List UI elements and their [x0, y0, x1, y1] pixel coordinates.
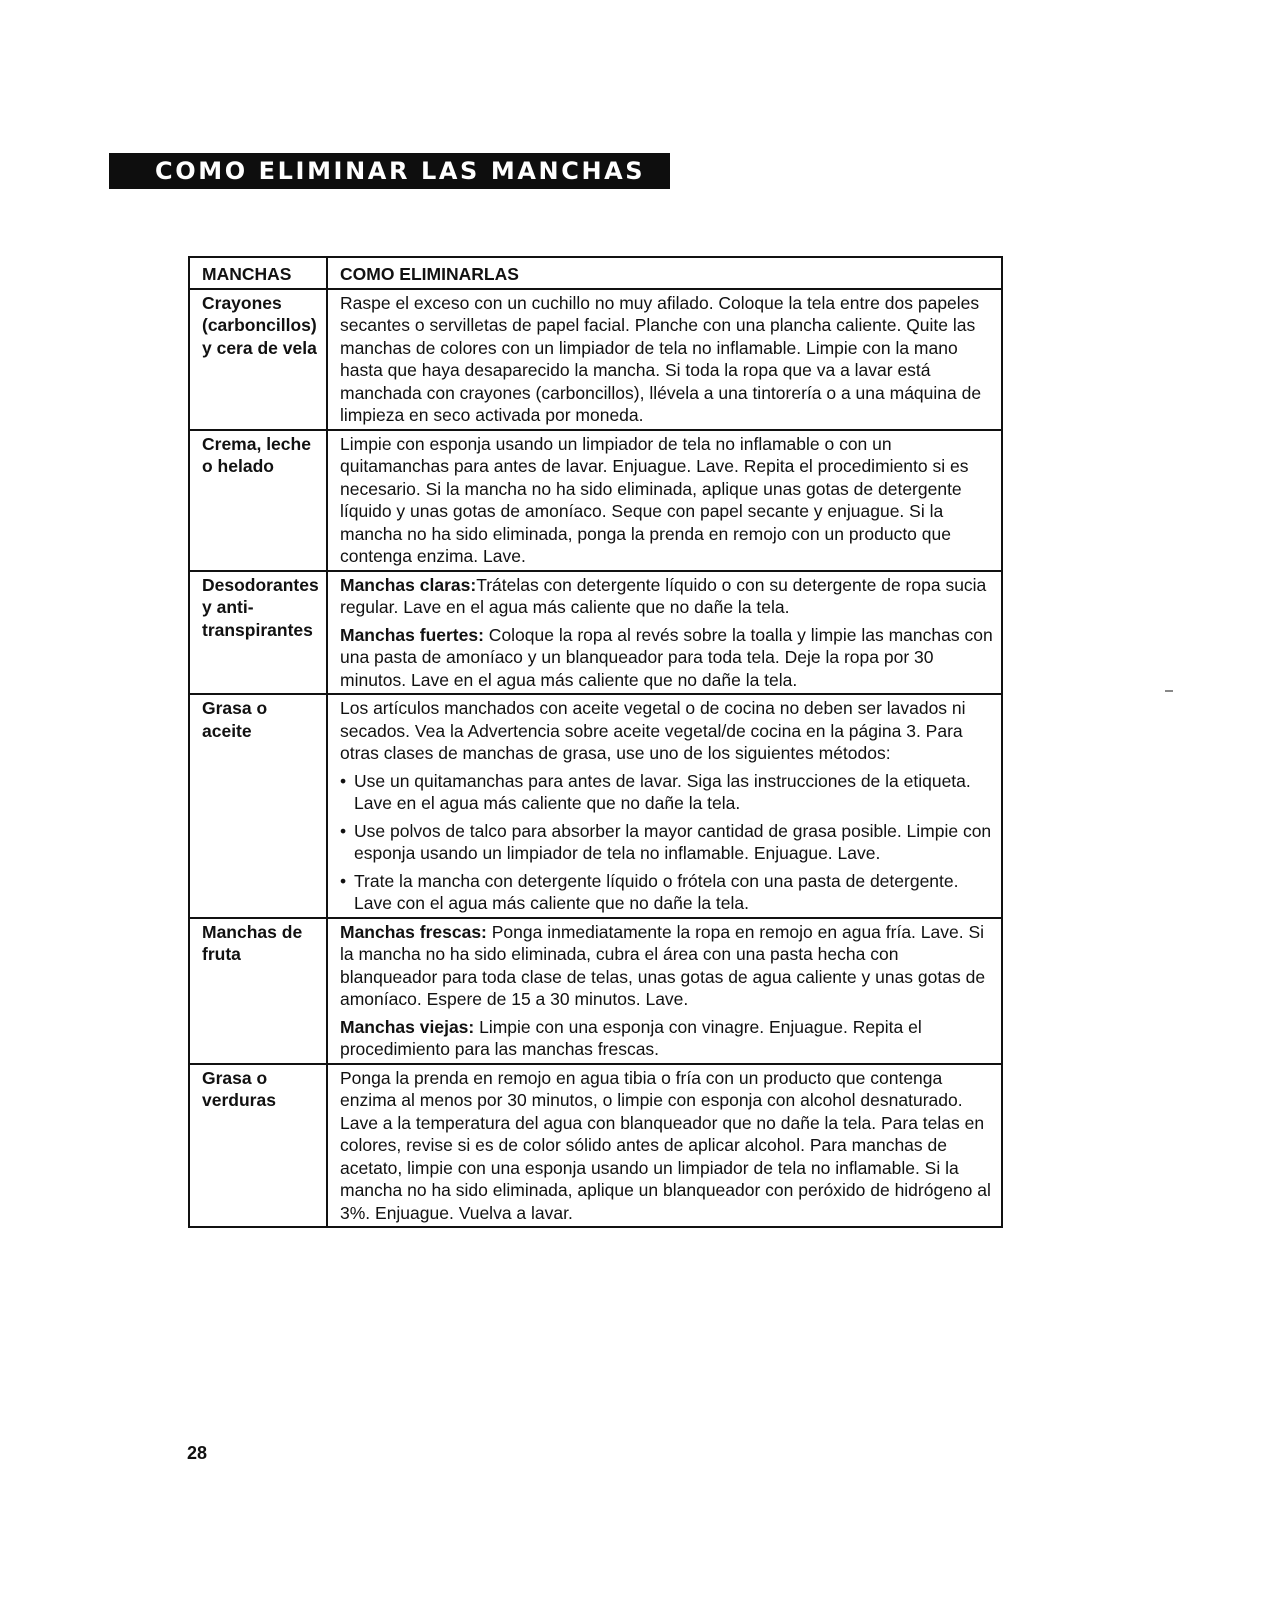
column-header-stains: MANCHAS [189, 257, 327, 289]
stain-removal-table [188, 256, 1003, 1228]
list-item: • Use un quitamanchas para antes de lavar. Siga las instrucciones de la etiqueta. Lave en el agua más caliente que no dañe la tela. [340, 770, 993, 815]
stain-name-deodorants: Desodorantes y anti-transpirantes [189, 571, 327, 695]
method-list [340, 770, 993, 915]
table-row [189, 289, 1002, 430]
page-title: COMO ELIMINAR LAS MANCHAS [155, 157, 646, 185]
stain-name-grease-oil: Grasa o aceite [189, 694, 327, 918]
table-row [189, 571, 1002, 695]
instruction-paragraph [340, 1016, 993, 1061]
instruction-paragraph: Ponga la prenda en remojo en agua tibia o fría con un producto que contenga enzima al menos por 30 minutos, o limpie con esponja con alcohol desnaturado. Lave a la temperatura del agua con blanqueador que no dañe la tela. Para telas en colores, revise si es de color sólido antes de aplicar alcohol. Para manchas de acetato, limpie con una esponja usando un limpiador de tela no inflamable. Si la mancha no ha sido eliminada, aplique un blanqueador con peróxido de hidrógeno al 3%. Enjuague. Vuelva a lavar. [340, 1067, 991, 1223]
instruction-paragraph: Raspe el exceso con un cuchillo no muy afilado. Coloque la tela entre dos papeles secantes o servilletas de papel facial. Planche con una plancha caliente. Quite las manchas de colores con un limpiador de tela no inflamable. Limpie con la mano hasta que haya desaparecido la mancha. Si toda la ropa que va a lavar está manchada con crayones (carboncillos), llévela a una tintorería o a una máquina de limpieza en seco activada por moneda. [340, 292, 982, 425]
stain-name-cream: Crema, leche o helado [189, 430, 327, 571]
stain-name-fruit: Manchas de fruta [189, 918, 327, 1064]
stain-name-crayons: Crayones (carboncillos) y cera de vela [189, 289, 327, 430]
removal-instructions [327, 694, 1002, 918]
instruction-paragraph [340, 574, 993, 619]
removal-instructions [327, 571, 1002, 695]
table-row [189, 1064, 1002, 1228]
light-stains-label: Manchas claras: [340, 574, 477, 595]
list-item: • Trate la mancha con detergente líquido o frótela con una pasta de detergente. Lave con el agua más caliente que no dañe la tela. [340, 870, 993, 915]
list-item: • Use polvos de talco para absorber la mayor cantidad de grasa posible. Limpie con esponja usando un limpiador de tela no inflamable. Enjuague. Lave. [340, 820, 993, 865]
fresh-stains-text: Ponga inmediatamente la ropa en remojo en agua fría. Lave. Si la mancha no ha sido eliminada, cubra el área con una pasta hecha con blanqueador para toda clase de telas, unas gotas de agua caliente y unas gotas de amoníaco. Espere de 15 a 30 minutos. Lave. [340, 921, 986, 1009]
column-header-how-to-remove: COMO ELIMINARLAS [327, 257, 1002, 289]
removal-instructions [327, 918, 1002, 1064]
old-stains-label: Manchas viejas: [340, 1016, 475, 1037]
table-row [189, 694, 1002, 918]
heavy-stains-label: Manchas fuertes: [340, 624, 484, 645]
instruction-paragraph [340, 921, 993, 1011]
old-stains-text: Limpie con una esponja con vinagre. Enjuague. Repita el procedimiento para las manchas frescas. [340, 1016, 922, 1059]
instruction-paragraph: Los artículos manchados con aceite vegetal o de cocina no deben ser lavados ni secados. Vea la Advertencia sobre aceite vegetal/de cocina en la página 3. Para otras clases de manchas de grasa, use uno de los siguientes métodos: [340, 698, 966, 763]
page-number: 28 [187, 1443, 208, 1463]
scan-speck [1165, 690, 1173, 692]
stain-name-grass-vegetables: Grasa o verduras [189, 1064, 327, 1228]
removal-instructions [327, 1064, 1002, 1228]
instruction-paragraph [340, 624, 993, 692]
page-title-banner [109, 153, 670, 189]
removal-instructions [327, 289, 1002, 430]
removal-instructions [327, 430, 1002, 571]
fresh-stains-label: Manchas frescas: [340, 921, 487, 942]
table-header-row [189, 257, 1002, 289]
instruction-paragraph: Limpie con esponja usando un limpiador de tela no inflamable o con un quitamanchas para antes de lavar. Enjuague. Lave. Repita el procedimiento si es necesario. Si la mancha no ha sido eliminada, aplique unas gotas de detergente líquido y unas gotas de amoníaco. Seque con papel secante y enjuague. Si la mancha no ha sido eliminada, ponga la prenda en remojo con un producto que contenga enzima. Lave. [340, 433, 969, 566]
light-stains-text: Trátelas con detergente líquido o con su detergente de ropa sucia regular. Lave en el agua más caliente que no dañe la tela. [340, 574, 987, 617]
heavy-stains-text: Coloque la ropa al revés sobre la toalla y limpie las manchas con una pasta de amoníaco y un blanqueador para toda tela. Deje la ropa por 30 minutos. Lave en el agua más caliente que no dañe la tela. [340, 624, 993, 690]
table-row [189, 918, 1002, 1064]
table-row [189, 430, 1002, 571]
